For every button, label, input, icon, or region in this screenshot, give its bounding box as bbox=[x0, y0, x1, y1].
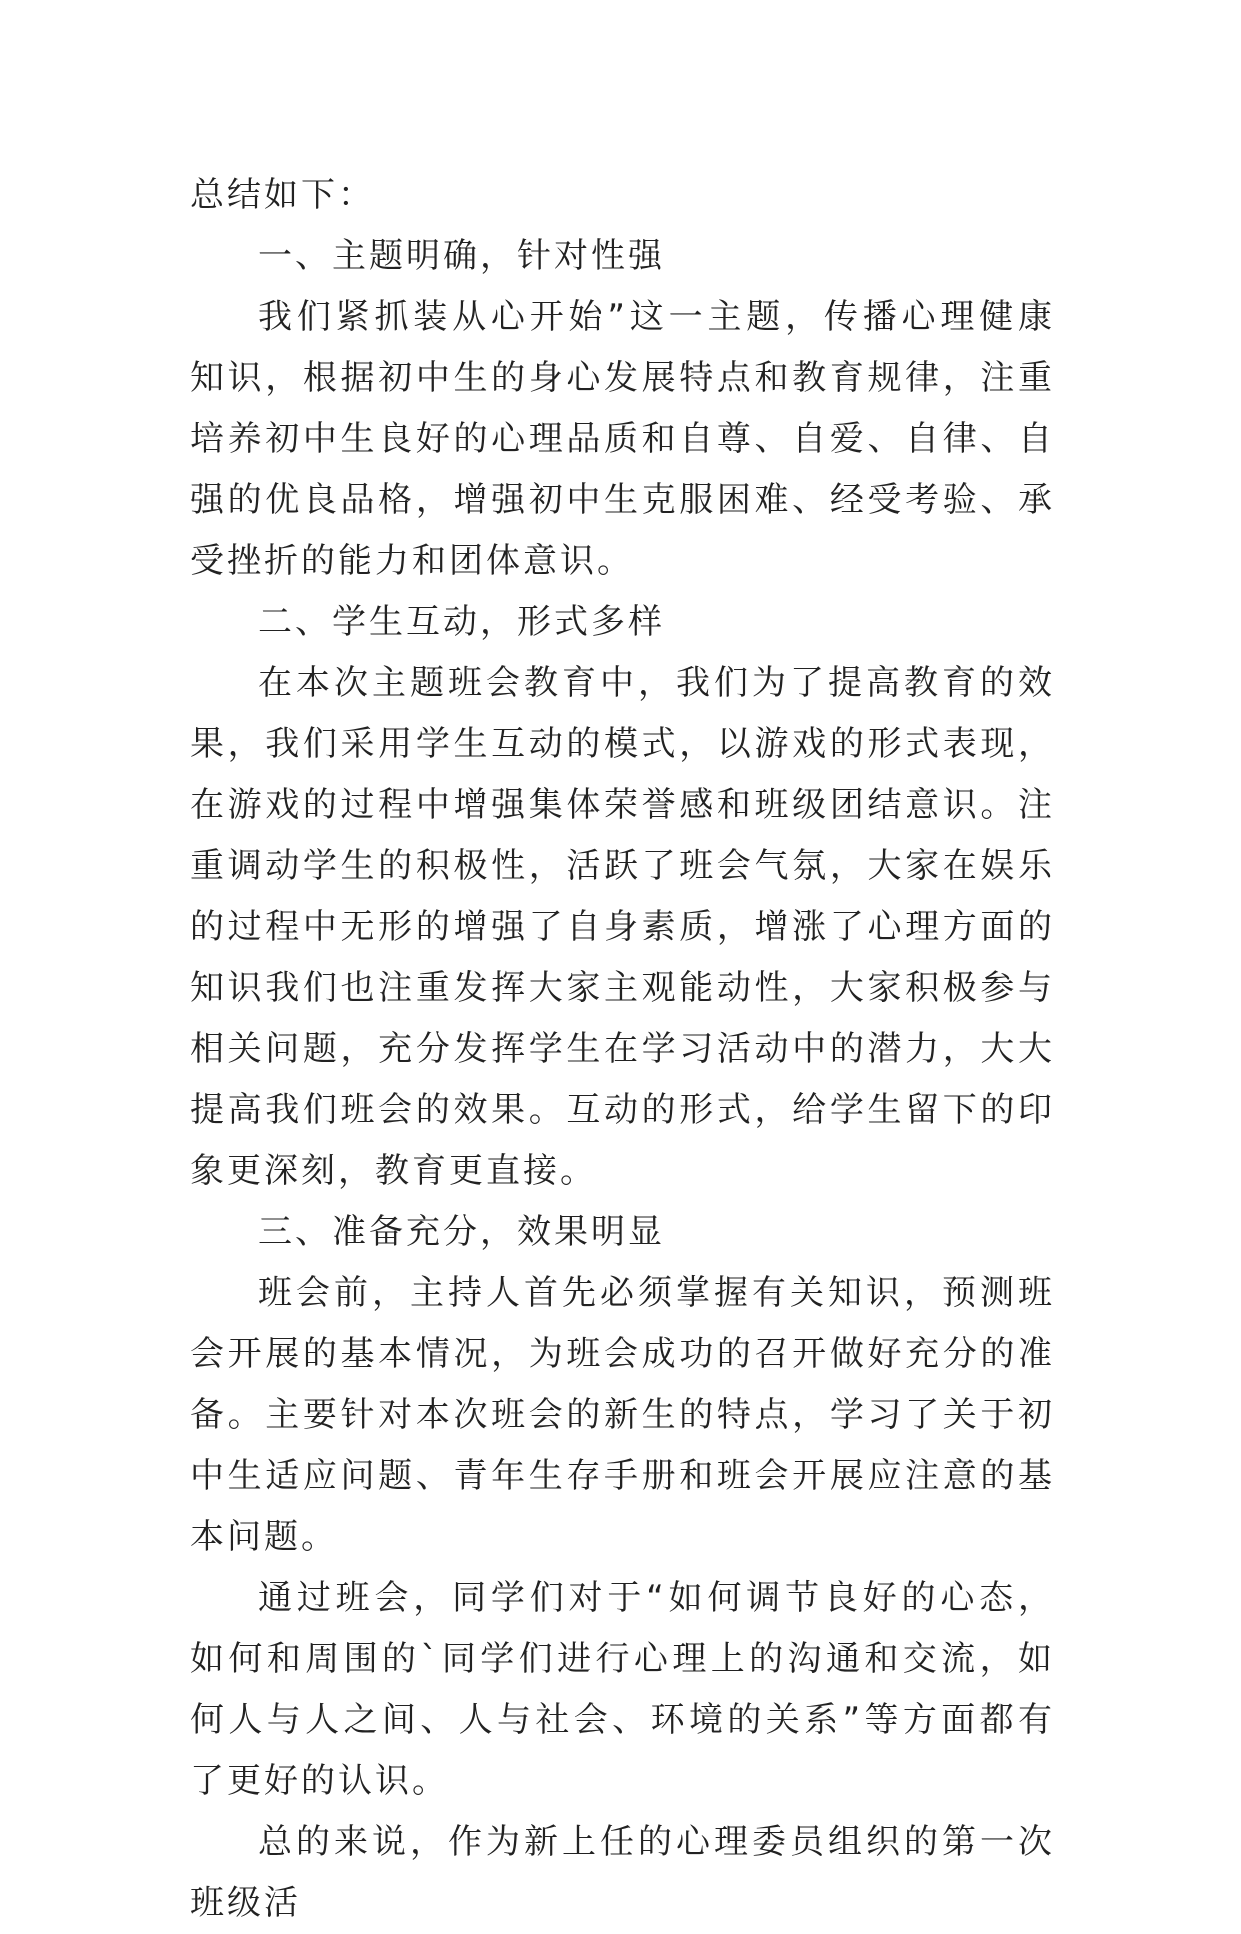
paragraph-summary: 总的来说，作为新上任的心理委员组织的第一次班级活 bbox=[190, 1822, 1055, 1923]
section-heading-1: 一、主题明确，针对性强 bbox=[258, 236, 665, 276]
paragraph-section-3: 班会前，主持人首先必须掌握有关知识，预测班会开展的基本情况，为班会成功的召开做好充分的准备。主要针对本次班会的新生的特点，学习了关于初中生适应问题、青年生存手册和班会开展应注意的基本问题。 bbox=[190, 1273, 1055, 1557]
paragraph-intro: 总结如下： bbox=[190, 175, 375, 215]
document-body bbox=[190, 165, 1055, 1934]
paragraph-section-1: 我们紧抓装从心开始”这一主题，传播心理健康知识，根据初中生的身心发展特点和教育规律，注重培养初中生良好的心理品质和自尊、自爱、自律、自强的优良品格，增强初中生克服困难、经受考验、承受挫折的能力和团体意识。 bbox=[190, 297, 1055, 581]
paragraph-outcome: 通过班会，同学们对于“如何调节良好的心态，如何和周围的`同学们进行心理上的沟通和交流，如何人与人之间、人与社会、环境的关系”等方面都有了更好的认识。 bbox=[190, 1578, 1055, 1801]
section-heading-2: 二、学生互动，形式多样 bbox=[258, 602, 665, 642]
section-heading-3: 三、准备充分，效果明显 bbox=[258, 1212, 665, 1252]
paragraph-section-2: 在本次主题班会教育中，我们为了提高教育的效果，我们采用学生互动的模式，以游戏的形式表现，在游戏的过程中增强集体荣誉感和班级团结意识。注重调动学生的积极性，活跃了班会气氛，大家在娱乐的过程中无形的增强了自身素质，增涨了心理方面的知识我们也注重发挥大家主观能动性，大家积极参与相关问题，充分发挥学生在学习活动中的潜力，大大提高我们班会的效果。互动的形式，给学生留下的印象更深刻，教育更直接。 bbox=[190, 663, 1055, 1191]
